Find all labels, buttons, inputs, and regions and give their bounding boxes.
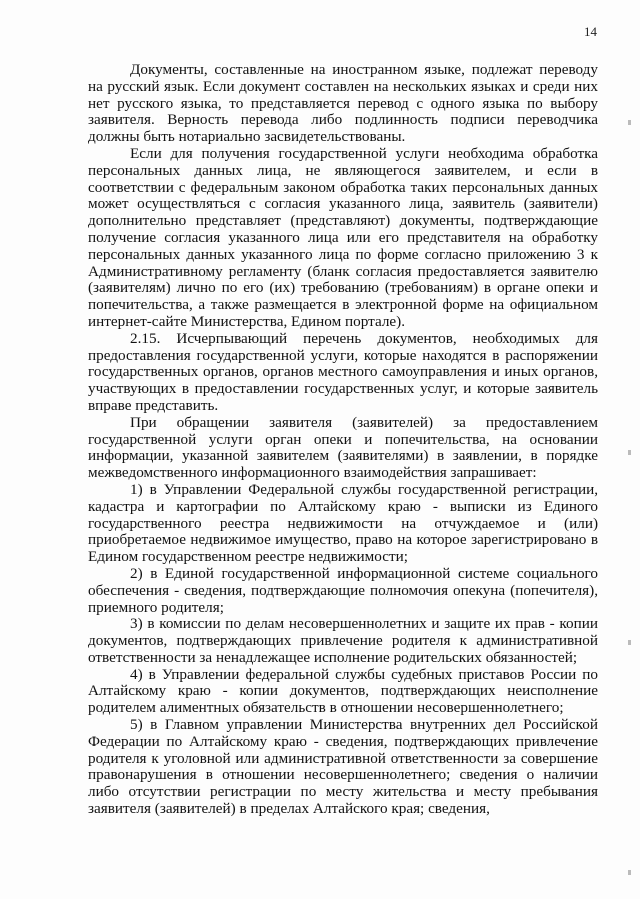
list-item-1-rosreestr: 1) в Управлении Федеральной службы государственной регистрации, кадастра и картографии по Алтайскому краю - выписки из Единого государственного реестра недвижимости на отчуждаемое и (или) приобретаемое недвижимое имущество, право на которое зарегистрировано в Едином государственном реестре недвижимости;: [88, 480, 598, 566]
scan-edge-mark: [628, 640, 631, 645]
list-item-4-bailiffs: 4) в Управлении федеральной службы судебных приставов России по Алтайскому краю - копии документов, подтверждающих неисполнение родителем алиментных обязательств в отношении несовершеннолетнего;: [88, 665, 598, 717]
scan-edge-mark: [628, 870, 631, 875]
document-body: [88, 62, 598, 818]
list-item-2-social-system: 2) в Единой государственной информационной системе социального обеспечения - сведения, подтверждающие полномочия опекуна (попечителя), приемного родителя;: [88, 564, 598, 616]
paragraph-foreign-language-docs: Документы, составленные на иностранном языке, подлежат переводу на русский язык. Если документ составлен на нескольких языках и среди них нет русского языка, то представляется перевод с одного языка по выбору заявителя. Верность перевода либо подлинность подписи переводчика должны быть нотариально засвидетельствованы.: [88, 61, 598, 146]
page-number: 14: [584, 24, 597, 39]
scan-edge-mark: [628, 450, 631, 455]
paragraph-section-2-15: 2.15. Исчерпывающий перечень документов, необходимых для предоставления государственной услуги, которые находятся в распоряжении государственных органов, органов местного самоуправления и иных органов, участвующих в предоставлении государственных услуг, и которые заявитель вправе представить.: [88, 329, 598, 414]
paragraph-personal-data-consent: Если для получения государственной услуги необходима обработка персональных данных лица, не являющегося заявителем, и если в соответствии с федеральным законом обработка таких персональных данных может осуществляться с согласия указанного лица, заявитель (заявители) дополнительно представляет (представляют) документы, подтверждающие получение согласия указанного лица или его представителя на обработку персональных данных указанного лица по форме согласно приложению 3 к Административному регламенту (бланк согласия предоставляется заявителю (заявителям) лично по его (их) требованию (требованиям) в органе опеки и попечительства, а также размещается в электронной форме на официальном интернет-сайте Министерства, Едином портале).: [88, 144, 598, 330]
list-item-3-minors-commission: 3) в комиссии по делам несовершеннолетних и защите их прав - копии документов, подтверждающих привлечение родителя к административной ответственности за ненадлежащее исполнение родительских обязанностей;: [88, 615, 598, 666]
list-item-5-interior-ministry: 5) в Главном управлении Министерства внутренних дел Российской Федерации по Алтайскому краю - сведения, подтверждающих привлечение родителя к уголовной или административной ответственности за совершение правонарушения в отношении несовершеннолетнего; сведения о наличии либо отсутствии регистрации по месту жительства и месту пребывания заявителя (заявителей) в пределах Алтайского края; сведения,: [88, 716, 598, 818]
scan-edge-mark: [628, 120, 631, 125]
paragraph-interagency-request: При обращении заявителя (заявителей) за предоставлением государственной услуги орган опеки и попечительства, на основании информации, указанной заявителем (заявителями) в заявлении, в порядке межведомственного информационного взаимодействия запрашивает:: [88, 413, 598, 482]
